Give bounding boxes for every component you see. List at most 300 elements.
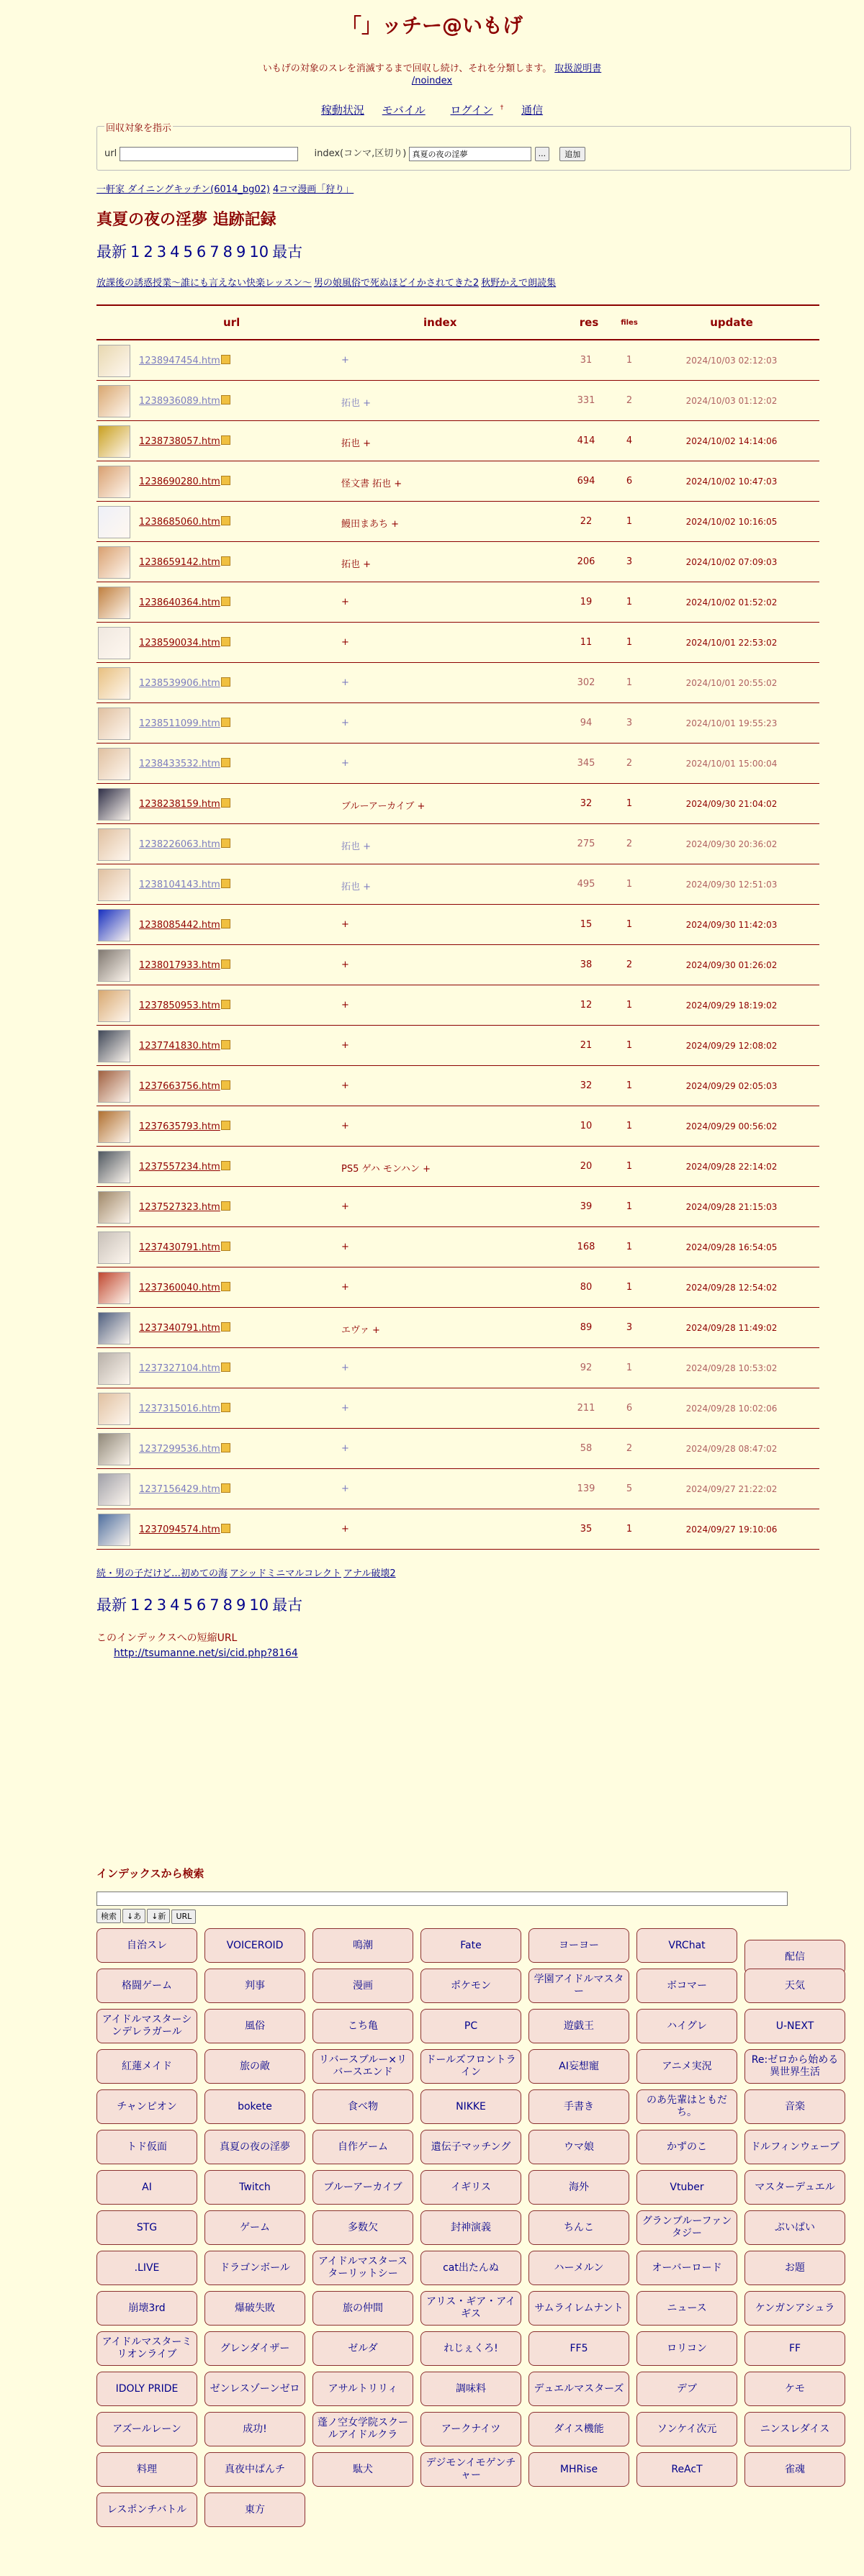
index-tag[interactable]: アリス・ギア・アイギス — [420, 2291, 521, 2326]
pager-page[interactable]: 9 — [236, 243, 246, 261]
index-tag[interactable]: ケモ — [744, 2372, 845, 2406]
index-tag[interactable]: ぶいぱい — [744, 2210, 845, 2245]
index-tag[interactable]: アイドルマスタースターリットシー — [312, 2251, 413, 2285]
thread-res: 22 — [580, 516, 593, 527]
pager-page[interactable]: 4 — [170, 243, 180, 261]
index-tag[interactable]: 駄犬 — [312, 2452, 413, 2487]
index-input[interactable] — [409, 147, 531, 161]
thread-url-cell — [139, 597, 230, 608]
index-tag[interactable]: デュエルマスターズ — [528, 2372, 629, 2406]
thread-url-cell — [139, 758, 230, 769]
url-label: url — [104, 148, 117, 159]
index-tag[interactable]: ブルーアーカイブ — [312, 2170, 413, 2205]
index-tag[interactable]: ハイグレ — [636, 2009, 737, 2043]
thread-thumbnail[interactable] — [98, 1473, 130, 1506]
cache-icon[interactable] — [221, 959, 230, 969]
thread-thumbnail[interactable] — [98, 1070, 130, 1103]
thread-index[interactable]: + — [341, 1242, 349, 1252]
cache-icon[interactable] — [221, 1483, 230, 1493]
thread-index[interactable]: + — [341, 1282, 349, 1293]
index-tag[interactable]: Twitch — [204, 2170, 305, 2205]
index-tag[interactable]: チャンピオン — [96, 2089, 197, 2124]
cache-icon[interactable] — [221, 395, 230, 405]
table-row — [96, 864, 819, 905]
thread-url-link[interactable]: 1237430791.htm — [139, 1242, 220, 1253]
pager-page[interactable]: 8 — [222, 1596, 233, 1614]
thread-url-link[interactable]: 1238685060.htm — [139, 517, 220, 528]
thread-thumbnail[interactable] — [98, 1231, 130, 1264]
thread-thumbnail[interactable] — [98, 587, 130, 619]
index-tag[interactable]: ゼンレスゾーンゼロ — [204, 2372, 305, 2406]
index-tag[interactable]: 風俗 — [204, 2009, 305, 2043]
thread-files: 3 — [626, 718, 633, 728]
add-button[interactable]: 追加 — [559, 147, 585, 161]
thread-index[interactable]: + — [341, 355, 349, 366]
thread-index[interactable]: 拓也 + — [341, 438, 372, 449]
index-tag[interactable]: アズールレーン — [96, 2412, 197, 2446]
index-tag[interactable]: オーバーロード — [636, 2251, 737, 2285]
thread-index[interactable]: + — [341, 718, 349, 728]
col-update[interactable]: update — [710, 316, 753, 329]
thread-thumbnail[interactable] — [98, 1111, 130, 1143]
index-tag[interactable]: ニュース — [636, 2291, 737, 2326]
thread-thumbnail[interactable] — [98, 1191, 130, 1224]
index-tag[interactable]: 漫画 — [312, 1969, 413, 2003]
index-tag[interactable]: U-NEXT — [744, 2009, 845, 2043]
thread-update: 2024/10/01 19:55:23 — [685, 718, 778, 728]
cache-icon[interactable] — [221, 516, 230, 525]
pager-page[interactable]: 10 — [249, 243, 269, 261]
thread-url-link[interactable]: 1238936089.htm — [139, 396, 220, 407]
thread-thumbnail[interactable] — [98, 667, 130, 700]
index-tag[interactable]: 海外 — [528, 2170, 629, 2205]
index-tag[interactable]: ゼルダ — [312, 2331, 413, 2366]
thread-thumbnail[interactable] — [98, 1312, 130, 1345]
thread-index[interactable]: + — [341, 959, 349, 970]
thread-url-link[interactable]: 1238085442.htm — [139, 920, 220, 931]
thread-url-link[interactable]: 1237299536.htm — [139, 1444, 220, 1455]
index-tag[interactable]: 封神演義 — [420, 2210, 521, 2245]
pager-page[interactable]: 2 — [143, 1596, 153, 1614]
thread-index[interactable]: 怪文書 拓也 + — [341, 479, 402, 489]
index-tag[interactable]: 料理 — [96, 2452, 197, 2487]
related-link[interactable]: 秋野かえで朗読集 — [481, 278, 557, 289]
table-row — [96, 461, 819, 502]
thread-index[interactable]: + — [341, 1201, 349, 1212]
index-tag[interactable]: アサルトリリィ — [312, 2372, 413, 2406]
thread-res: 58 — [580, 1443, 593, 1454]
pager-page[interactable]: 10 — [249, 1596, 269, 1614]
thread-res: 80 — [580, 1282, 593, 1293]
cache-icon[interactable] — [221, 1524, 230, 1533]
pager-page[interactable]: 3 — [156, 1596, 167, 1614]
index-tag[interactable]: トド仮面 — [96, 2130, 197, 2164]
index-tag[interactable]: かずのこ — [636, 2130, 737, 2164]
thread-url-link[interactable]: 1238640364.htm — [139, 597, 220, 608]
thread-thumbnail[interactable] — [98, 788, 130, 821]
index-tag[interactable]: 遺伝子マッチング — [420, 2130, 521, 2164]
related-link[interactable]: 放課後の誘惑授業〜誰にも言えない快楽レッスン〜 — [96, 278, 312, 289]
cache-icon[interactable] — [221, 1282, 230, 1291]
index-tag[interactable]: アイドルマスターシンデレラガール — [96, 2009, 197, 2043]
pager-page[interactable]: 9 — [236, 1596, 246, 1614]
index-tag[interactable]: れじぇくろ! — [420, 2331, 521, 2366]
index-tag[interactable]: FF5 — [528, 2331, 629, 2366]
pager-page[interactable]: 5 — [183, 1596, 193, 1614]
cache-icon[interactable] — [221, 637, 230, 646]
index-tag[interactable]: デジモンイモゲンチャー — [420, 2452, 521, 2487]
cache-icon[interactable] — [221, 919, 230, 928]
index-tag[interactable]: リバースブルー×リバースエンド — [312, 2049, 413, 2084]
cache-icon[interactable] — [221, 476, 230, 485]
related-top — [96, 275, 558, 289]
thread-url-link[interactable]: 1238590034.htm — [139, 638, 220, 648]
col-files[interactable]: files — [621, 319, 638, 327]
index-tag[interactable]: 東方 — [204, 2493, 305, 2527]
index-tag[interactable]: ドラゴンボール — [204, 2251, 305, 2285]
thread-url-link[interactable]: 1237094574.htm — [139, 1524, 220, 1535]
index-tag[interactable]: アークナイツ — [420, 2412, 521, 2446]
thread-index[interactable]: 拓也 + — [341, 559, 372, 570]
index-tag[interactable]: 格闘ゲーム — [96, 1969, 197, 2003]
index-tag[interactable]: デブ — [636, 2372, 737, 2406]
index-tag[interactable]: アニメ実況 — [636, 2049, 737, 2084]
cache-icon[interactable] — [221, 435, 230, 445]
related-link[interactable]: アナル破壊2 — [343, 1568, 396, 1579]
index-tag[interactable]: 崩壊3rd — [96, 2291, 197, 2326]
thread-url-link[interactable]: 1238947454.htm — [139, 356, 220, 366]
index-tag[interactable]: 自作ゲーム — [312, 2130, 413, 2164]
cache-icon[interactable] — [221, 597, 230, 606]
thread-thumbnail[interactable] — [98, 466, 130, 498]
index-tag[interactable]: ゲーム — [204, 2210, 305, 2245]
thread-url-link[interactable]: 1238539906.htm — [139, 678, 220, 689]
index-tag[interactable]: 手書き — [528, 2089, 629, 2124]
index-tag[interactable]: 鳴潮 — [312, 1928, 413, 1963]
index-tag[interactable]: 食べ物 — [312, 2089, 413, 2124]
thread-index[interactable]: + — [341, 637, 349, 648]
url-button[interactable]: URL — [171, 1910, 196, 1924]
pager-last[interactable]: 最古 — [272, 1596, 303, 1614]
thread-url-link[interactable]: 1237340791.htm — [139, 1323, 220, 1334]
index-tag[interactable]: FF — [744, 2331, 845, 2366]
thread-url-link[interactable]: 1237741830.htm — [139, 1041, 220, 1052]
index-tag[interactable]: 配信 — [744, 1940, 845, 1974]
index-tag[interactable]: bokete — [204, 2089, 305, 2124]
thread-index[interactable]: + — [341, 1121, 349, 1131]
cache-icon[interactable] — [221, 798, 230, 808]
thread-url-link[interactable]: 1237527323.htm — [139, 1202, 220, 1213]
thread-update: 2024/10/02 10:16:05 — [685, 517, 778, 527]
cache-icon[interactable] — [221, 1201, 230, 1211]
cache-icon[interactable] — [221, 355, 230, 364]
table-row — [96, 703, 819, 744]
thread-url-cell — [139, 1282, 230, 1293]
site-title[interactable]: 「」ッチー@いもげ — [341, 14, 523, 37]
thread-thumbnail[interactable] — [98, 1352, 130, 1385]
recent-link[interactable]: 4コマ漫画「狩り」 — [272, 184, 354, 195]
thread-url-link[interactable]: 1237327104.htm — [139, 1363, 220, 1374]
index-tag[interactable]: 遊戯王 — [528, 2009, 629, 2043]
thread-thumbnail[interactable] — [98, 949, 130, 982]
thread-index[interactable]: + — [341, 1000, 349, 1011]
thread-thumbnail[interactable] — [98, 345, 130, 377]
index-tag[interactable]: ポケモン — [420, 1969, 521, 2003]
thread-index[interactable]: エヴァ + — [341, 1325, 380, 1336]
index-tag[interactable]: VRChat — [636, 1928, 737, 1963]
thread-index[interactable]: + — [341, 1362, 349, 1373]
index-tag[interactable]: イギリス — [420, 2170, 521, 2205]
pager-last[interactable]: 最古 — [272, 243, 303, 261]
thread-res: 345 — [577, 758, 595, 769]
cache-icon[interactable] — [221, 1242, 230, 1251]
table-row — [96, 582, 819, 623]
index-tag[interactable]: STG — [96, 2210, 197, 2245]
index-tag[interactable]: マスターデュエル — [744, 2170, 845, 2205]
cache-icon[interactable] — [221, 1322, 230, 1332]
index-tag[interactable]: グレンダイザー — [204, 2331, 305, 2366]
nav-mobile[interactable]: モバイル — [382, 104, 426, 117]
pager-page[interactable]: 1 — [130, 243, 140, 261]
index-tag[interactable]: 雀魂 — [744, 2452, 845, 2487]
index-tag[interactable]: アイドルマスターミリオンライブ — [96, 2331, 197, 2366]
url-input[interactable] — [120, 147, 298, 161]
pager-first[interactable]: 最新 — [96, 243, 127, 261]
pager-page[interactable]: 3 — [156, 243, 167, 261]
index-tag[interactable]: ニンスレダイス — [744, 2412, 845, 2446]
cache-icon[interactable] — [221, 1040, 230, 1049]
index-tag[interactable]: AI妄想寵 — [528, 2049, 629, 2084]
index-tag[interactable]: Vtuber — [636, 2170, 737, 2205]
thread-index[interactable]: 鰻田まあち + — [341, 519, 400, 530]
thread-thumbnail[interactable] — [98, 385, 130, 417]
cache-icon[interactable] — [221, 879, 230, 888]
thread-index[interactable]: + — [341, 758, 349, 769]
thread-index[interactable]: + — [341, 1080, 349, 1091]
index-tag[interactable]: 旅の仲間 — [312, 2291, 413, 2326]
index-tag[interactable]: ヨーヨー — [528, 1928, 629, 1963]
pager-page[interactable]: 7 — [210, 1596, 220, 1614]
index-tag[interactable]: レスポンチバトル — [96, 2493, 197, 2527]
thread-index[interactable]: 拓也 + — [341, 841, 372, 852]
cache-icon[interactable] — [221, 1403, 230, 1412]
thread-thumbnail[interactable] — [98, 828, 130, 861]
thread-thumbnail[interactable] — [98, 506, 130, 538]
pager-page[interactable]: 2 — [143, 243, 153, 261]
index-tag[interactable]: Re:ゼロから始める異世界生活 — [744, 2049, 845, 2084]
thread-url-link[interactable]: 1238017933.htm — [139, 960, 220, 971]
thread-index[interactable]: PS5 ゲハ モンハン + — [341, 1164, 431, 1175]
thread-url-link[interactable]: 1238690280.htm — [139, 476, 220, 487]
pager-first[interactable]: 最新 — [96, 1596, 127, 1614]
thread-url-cell — [139, 839, 230, 850]
cache-icon[interactable] — [221, 718, 230, 727]
thread-url-link[interactable]: 1237360040.htm — [139, 1283, 220, 1293]
index-tag[interactable]: ドールズフロントライン — [420, 2049, 521, 2084]
index-tag[interactable]: 多数欠 — [312, 2210, 413, 2245]
index-tag[interactable]: お題 — [744, 2251, 845, 2285]
index-tag[interactable]: 真夏の夜の淫夢 — [204, 2130, 305, 2164]
thread-thumbnail[interactable] — [98, 425, 130, 458]
thread-thumbnail[interactable] — [98, 1433, 130, 1465]
nav-status[interactable]: 稼動状況 — [320, 104, 364, 117]
pager-page[interactable]: 5 — [183, 243, 193, 261]
index-tag[interactable]: ダイス機能 — [528, 2412, 629, 2446]
thread-url-cell — [139, 435, 230, 447]
thread-url-link[interactable]: 1238104143.htm — [139, 880, 220, 890]
table-row — [96, 1227, 819, 1267]
related-link[interactable]: 続・男の子だけど…初めての海 — [96, 1568, 228, 1579]
index-tag[interactable]: 天気 — [744, 1969, 845, 2003]
cache-icon[interactable] — [221, 1000, 230, 1009]
short-url-link[interactable]: http://tsumanne.net/si/cid.php?8164 — [114, 1648, 298, 1659]
thread-thumbnail[interactable] — [98, 546, 130, 579]
index-tag[interactable]: 真夜中ぱんチ — [204, 2452, 305, 2487]
index-tag[interactable]: PC — [420, 2009, 521, 2043]
index-tag[interactable]: ちんこ — [528, 2210, 629, 2245]
index-tag[interactable]: 学園アイドルマスター — [528, 1969, 629, 2003]
thread-url-link[interactable]: 1238511099.htm — [139, 718, 220, 729]
thread-url-link[interactable]: 1238738057.htm — [139, 436, 220, 447]
pager-page[interactable]: 6 — [196, 243, 207, 261]
thread-thumbnail[interactable] — [98, 1272, 130, 1304]
thread-thumbnail[interactable] — [98, 748, 130, 780]
thread-thumbnail[interactable] — [98, 990, 130, 1022]
cache-icon[interactable] — [221, 758, 230, 767]
thread-index[interactable]: + — [341, 1524, 349, 1535]
related-link[interactable]: 男の娘風俗で死ぬほどイかされてきた2 — [313, 278, 480, 289]
thread-index[interactable]: + — [341, 919, 349, 930]
recent-link[interactable]: 一軒家 ダイニングキッチン(6014_bg02) — [96, 184, 270, 195]
index-tag[interactable]: ボコマー — [636, 1969, 737, 2003]
col-res[interactable]: res — [579, 316, 599, 329]
index-tag[interactable]: 蓬ノ空女学院スクールアイドルクラ — [312, 2412, 413, 2446]
index-tag[interactable]: のあ先輩はともだち。 — [636, 2089, 737, 2124]
index-tag[interactable]: ハーメルン — [528, 2251, 629, 2285]
sort-kana-button[interactable]: ↓あ — [122, 1909, 145, 1923]
thread-url-link[interactable]: 1237315016.htm — [139, 1404, 220, 1414]
thread-index[interactable]: + — [341, 1040, 349, 1051]
table-row — [96, 1509, 819, 1550]
index-tag[interactable]: ReAcT — [636, 2452, 737, 2487]
search-input[interactable] — [96, 1892, 788, 1906]
thread-thumbnail[interactable] — [98, 1151, 130, 1183]
thread-res: 331 — [577, 395, 595, 406]
index-tag[interactable]: 調味料 — [420, 2372, 521, 2406]
related-link[interactable]: アシッドミニマルコレクト — [230, 1568, 341, 1579]
search-button[interactable]: 検索 — [96, 1909, 121, 1923]
cache-icon[interactable] — [221, 1443, 230, 1452]
index-tag[interactable]: こち亀 — [312, 2009, 413, 2043]
noindex-link[interactable]: /noindex — [411, 76, 453, 86]
thread-url-link[interactable]: 1238433532.htm — [139, 759, 220, 769]
thread-url-link[interactable]: 1238226063.htm — [139, 839, 220, 850]
index-tag[interactable]: VOICEROID — [204, 1928, 305, 1963]
thread-url-cell — [139, 959, 230, 971]
index-tag[interactable]: ロリコン — [636, 2331, 737, 2366]
index-tag[interactable]: 自治スレ — [96, 1928, 197, 1963]
index-tag[interactable]: 爆破失敗 — [204, 2291, 305, 2326]
thread-thumbnail[interactable] — [98, 708, 130, 740]
index-tag[interactable]: ドルフィンウェーブ — [744, 2130, 845, 2164]
thread-thumbnail[interactable] — [98, 1514, 130, 1546]
index-tag[interactable]: 成功! — [204, 2412, 305, 2446]
cache-icon[interactable] — [221, 677, 230, 687]
thread-url-cell — [139, 637, 230, 648]
index-tag[interactable]: IDOLY PRIDE — [96, 2372, 197, 2406]
thread-thumbnail[interactable] — [98, 1030, 130, 1062]
index-tag[interactable]: 音楽 — [744, 2089, 845, 2124]
thread-thumbnail[interactable] — [98, 627, 130, 659]
index-tag[interactable]: ソンケイ次元 — [636, 2412, 737, 2446]
nav-login[interactable]: ログイン — [450, 104, 493, 117]
cache-icon[interactable] — [221, 556, 230, 566]
index-tag[interactable]: NIKKE — [420, 2089, 521, 2124]
manual-link[interactable]: 取扱説明書 — [554, 63, 602, 74]
nav-comm[interactable]: 通信 — [521, 104, 544, 117]
thread-index[interactable]: + — [341, 1443, 349, 1454]
thread-update: 2024/10/03 02:12:03 — [685, 356, 778, 366]
pager-page[interactable]: 1 — [130, 1596, 140, 1614]
thread-url-link[interactable]: 1237635793.htm — [139, 1121, 220, 1132]
pager-page[interactable]: 6 — [196, 1596, 207, 1614]
index-tag[interactable]: グランブルーファンタジー — [636, 2210, 737, 2245]
cache-icon[interactable] — [221, 1362, 230, 1372]
col-url[interactable]: url — [223, 316, 240, 329]
browse-button[interactable]: ... — [535, 147, 550, 161]
thread-index[interactable]: + — [341, 1403, 349, 1414]
cache-icon[interactable] — [221, 839, 230, 848]
index-tag[interactable]: AI — [96, 2170, 197, 2205]
sort-new-button[interactable]: ↓新 — [147, 1909, 170, 1923]
thread-url-link[interactable]: 1237557234.htm — [139, 1162, 220, 1172]
thread-update: 2024/09/28 08:47:02 — [685, 1444, 778, 1454]
pager-page[interactable]: 4 — [170, 1596, 180, 1614]
index-tag[interactable]: 紅蓮メイド — [96, 2049, 197, 2084]
pager-page[interactable]: 7 — [210, 243, 220, 261]
thread-index[interactable]: 拓也 + — [341, 882, 372, 892]
thread-thumbnail[interactable] — [98, 869, 130, 901]
index-tag[interactable]: 旅の敵 — [204, 2049, 305, 2084]
thread-index[interactable]: ブルーアーカイブ + — [341, 801, 426, 812]
thread-index[interactable]: + — [341, 677, 349, 688]
cache-icon[interactable] — [221, 1161, 230, 1170]
index-tag[interactable]: Fate — [420, 1928, 521, 1963]
thread-thumbnail[interactable] — [98, 1393, 130, 1425]
thread-url-link[interactable]: 1238659142.htm — [139, 557, 220, 568]
cache-icon[interactable] — [221, 1121, 230, 1130]
index-tag[interactable]: .LIVE — [96, 2251, 197, 2285]
index-tag[interactable]: ウマ娘 — [528, 2130, 629, 2164]
index-tag[interactable]: サムライレムナント — [528, 2291, 629, 2326]
index-tag[interactable]: MHRise — [528, 2452, 629, 2487]
thread-index[interactable]: 拓也 + — [341, 398, 372, 409]
index-tag[interactable]: cat出たんぬ — [420, 2251, 521, 2285]
cache-icon[interactable] — [221, 1080, 230, 1090]
thread-url-link[interactable]: 1237663756.htm — [139, 1081, 220, 1092]
thread-index[interactable]: + — [341, 597, 349, 607]
thread-url-link[interactable]: 1238238159.htm — [139, 799, 220, 810]
thread-res: 211 — [577, 1403, 595, 1414]
pager-page[interactable]: 8 — [222, 243, 233, 261]
thread-thumbnail[interactable] — [98, 909, 130, 941]
thread-index[interactable]: + — [341, 1483, 349, 1494]
thread-url-link[interactable]: 1237850953.htm — [139, 1000, 220, 1011]
thread-url-link[interactable]: 1237156429.htm — [139, 1484, 220, 1495]
col-index[interactable]: index — [423, 316, 457, 329]
index-tag[interactable]: 判事 — [204, 1969, 305, 2003]
index-tag[interactable]: ケンガンアシュラ — [744, 2291, 845, 2326]
